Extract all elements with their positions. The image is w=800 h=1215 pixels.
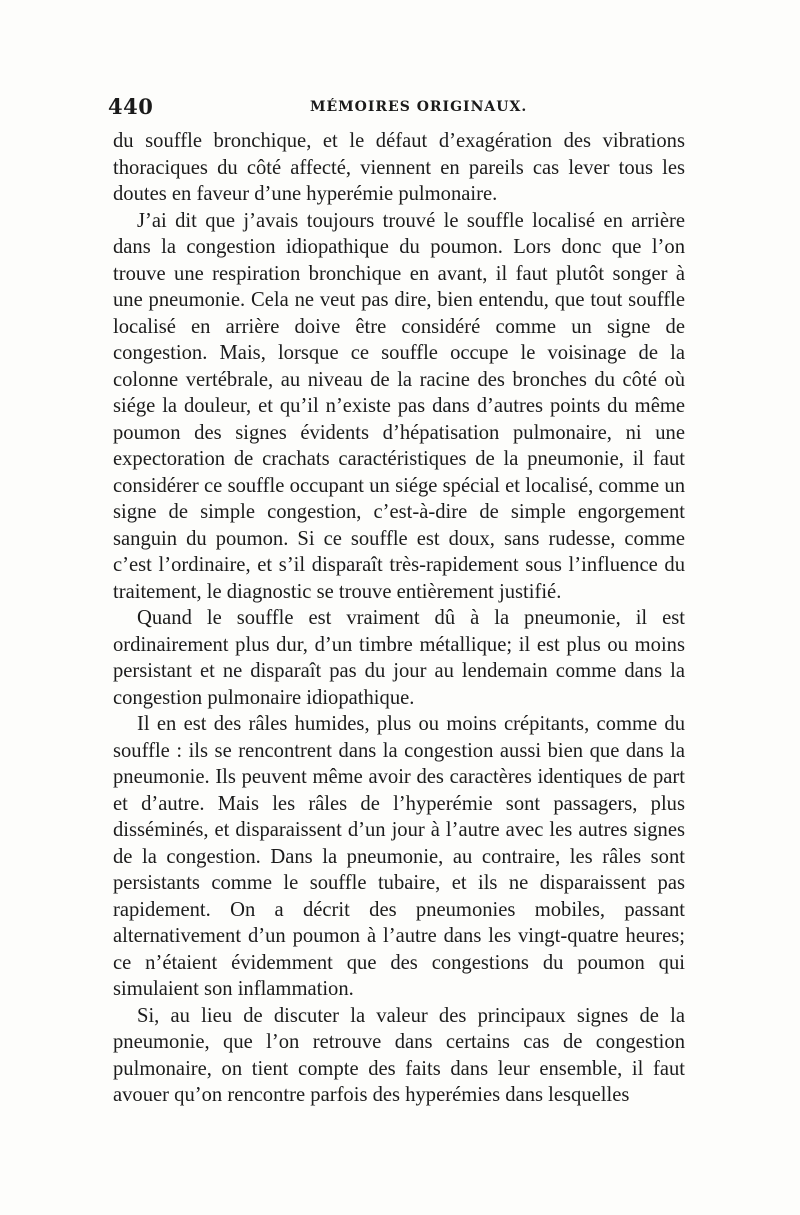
running-head [108,94,686,122]
running-title: MÉMOIRES ORIGINAUX. [310,99,528,115]
paragraph: Quand le souffle est vraiment dû à la pneumonie, il est ordinairement plus dur, d’un timbre métallique; il est plus ou moins persistant et ne disparaît pas du jour au lendemain comme dans la congestion pulmonaire idiopathique. [113,607,685,709]
page-number: 440 [108,94,154,119]
paragraph: Il en est des râles humides, plus ou moins crépitants, comme du souffle : ils se rencontrent dans la congestion aussi bien que dans la pneumonie. Ils peuvent même avoir des caractères identiques de part et d’autre. Mais les râles de l’hyperémie sont passagers, plus disséminés, et disparaissent d’un jour à l’autre avec les autres signes de la congestion. Dans la pneumonie, au contraire, les râles sont persistants comme le souffle tubaire, et ils ne disparaissent pas rapidement. On a décrit des pneumonies mobiles, passant alternativement d’un poumon à l’autre dans les vingt-quatre heures; ce n’étaient évidemment que des congestions du poumon qui simulaient son inflammation. [113,713,685,1000]
paragraph: du souffle bronchique, et le défaut d’exagération des vibrations thoraciques du côté affecté, viennent en pareils cas lever tous les doutes en faveur d’une hyperémie pulmonaire. [113,130,685,205]
paragraph: Si, au lieu de discuter la valeur des principaux signes de la pneumonie, que l’on retrouve dans certains cas de congestion pulmonaire, on tient compte des faits dans leur ensemble, il faut avouer qu’on rencontre parfois des hyperémies dans lesquelles [113,1004,685,1106]
paragraph: J’ai dit que j’avais toujours trouvé le souffle localisé en arrière dans la congestion idiopathique du poumon. Lors donc que l’on trouve une respiration bronchique en avant, il faut plutôt songer à une pneumonie. Cela ne veut pas dire, bien entendu, que tout souffle localisé en arrière doive être considéré comme un signe de congestion. Mais, lorsque ce souffle occupe le voisinage de la colonne vertébrale, au niveau de la racine des bronches du côté où siége la douleur, et qu’il n’existe pas dans d’autres points du même poumon des signes évidents d’hépatisation pulmonaire, ni une expectoration de crachats caractéristiques de la pneumonie, il faut considérer ce souffle occupant un siége spécial et localisé, comme un signe de simple congestion, c’est-à-dire de simple engorgement sanguin du poumon. Si ce souffle est doux, sans rudesse, comme c’est l’ordinaire, et s’il disparaît très-rapidement sous l’influence du traitement, le diagnostic se trouve entièrement justifié. [113,209,685,603]
body-text [113,128,685,1109]
